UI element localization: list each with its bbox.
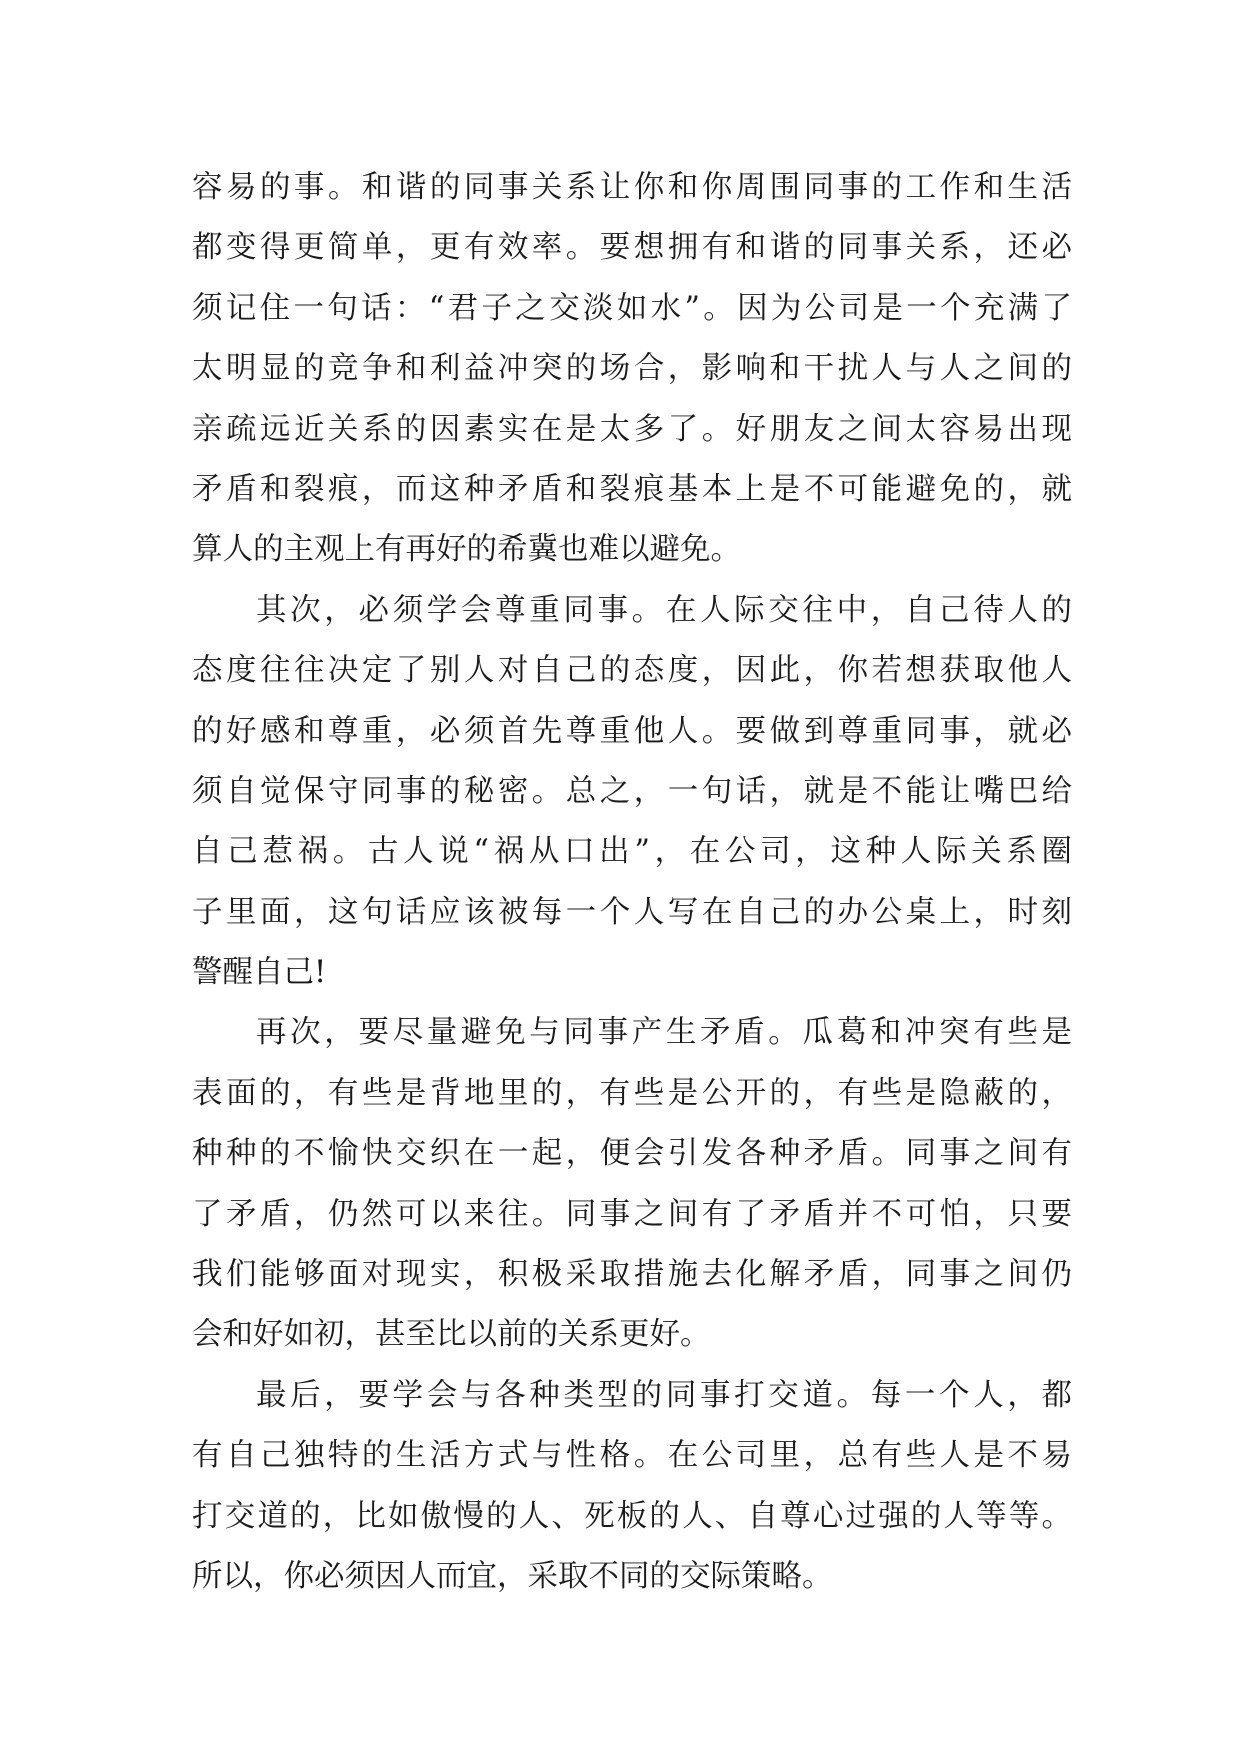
text-line: 算人的主观上有再好的希冀也难以避免。 (192, 532, 741, 568)
text-line: 再次，要尽量避免与同事产生矛盾。瓜葛和冲突有些是 (256, 1015, 1072, 1051)
text-line: 表面的，有些是背地里的，有些是公开的，有些是隐蔽的， (192, 1075, 1072, 1111)
text-line: 最后，要学会与各种类型的同事打交道。每一个人，都 (256, 1377, 1072, 1413)
paragraph-2 (192, 581, 1072, 1004)
text-line: 矛盾和裂痕，而这种矛盾和裂痕基本上是不可能避免的，就 (192, 471, 1072, 507)
document-body (192, 158, 1072, 1607)
text-line: 都变得更简单，更有效率。要想拥有和谐的同事关系，还必 (192, 230, 1072, 266)
text-line: 子里面，这句话应该被每一个人写在自己的办公桌上，时刻 (192, 894, 1072, 930)
text-line: 种种的不愉快交织在一起，便会引发各种矛盾。同事之间有 (192, 1136, 1072, 1172)
text-line: 须自觉保守同事的秘密。总之，一句话，就是不能让嘴巴给 (192, 773, 1072, 809)
text-line: 态度往往决定了别人对自己的态度，因此，你若想获取他人 (192, 653, 1072, 689)
text-line: 须记住一句话：“君子之交淡如水”。因为公司是一个充满了 (192, 290, 1072, 326)
text-line: 了矛盾，仍然可以来往。同事之间有了矛盾并不可怕，只要 (192, 1196, 1072, 1232)
text-line: 的好感和尊重，必须首先尊重他人。要做到尊重同事，就必 (192, 713, 1072, 749)
text-line: 所以，你必须因人而宜，采取不同的交际策略。 (192, 1558, 833, 1594)
paragraph-4 (192, 1366, 1072, 1608)
text-line: 其次，必须学会尊重同事。在人际交往中，自己待人的 (256, 592, 1072, 628)
text-line: 容易的事。和谐的同事关系让你和你周围同事的工作和生活 (192, 170, 1072, 205)
paragraph-1 (192, 158, 1072, 581)
text-line: 有自己独特的生活方式与性格。在公司里，总有些人是不易 (192, 1438, 1072, 1474)
text-line: 自己惹祸。古人说“祸从口出”，在公司，这种人际关系圈 (192, 834, 1072, 870)
text-line: 打交道的，比如傲慢的人、死板的人、自尊心过强的人等等。 (192, 1498, 1072, 1534)
paragraph-3 (192, 1003, 1072, 1365)
text-line: 亲疏远近关系的因素实在是太多了。好朋友之间太容易出现 (192, 411, 1072, 447)
text-line: 我们能够面对现实，积极采取措施去化解矛盾，同事之间仍 (192, 1257, 1072, 1293)
text-line: 警醒自己! (192, 955, 327, 991)
text-line: 会和好如初，甚至比以前的关系更好。 (192, 1317, 711, 1353)
text-line: 太明显的竞争和利益冲突的场合，影响和干扰人与人之间的 (192, 351, 1072, 387)
